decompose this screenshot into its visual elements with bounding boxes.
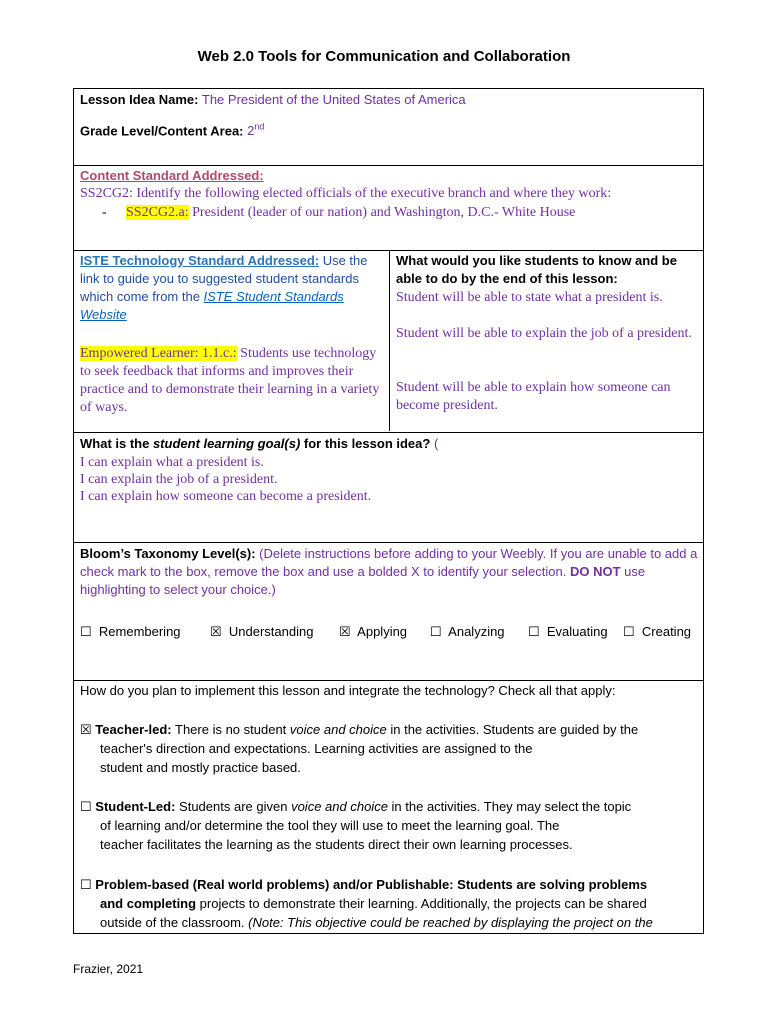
lesson-name-label: Lesson Idea Name: [80, 92, 199, 107]
standard-code-highlight: SS2CG2.a: [126, 205, 189, 220]
iste-standard-cell [74, 251, 390, 431]
blooms-option-evaluating[interactable]: ☐ Evaluating [528, 624, 608, 639]
student-led-option[interactable]: ☐ Student-Led: Students are given voice and choice in the activities. They may select the topic [80, 799, 632, 814]
blooms-heading: Bloom’s Taxonomy Level(s): [80, 546, 256, 561]
lesson-name-value: The President of the United States of America [201, 92, 466, 107]
blooms-instructions: Bloom’s Taxonomy Level(s): (Delete instructions before adding to your Weebly. If you are unable to add a check mark to the box, remove the box and use a bolded X to identify your selection. DO NOT use highlighting to select your choice.) [80, 546, 698, 597]
blooms-option-applying[interactable]: ☒ Applying [339, 624, 408, 639]
learning-goal-item: I can explain how someone can become a president. [80, 489, 372, 504]
grade-level-value: 2nd [247, 122, 265, 139]
objective-item: Student will be able to explain the job of a president. [396, 326, 692, 341]
blooms-option-analyzing[interactable]: ☐ Analyzing [430, 624, 505, 639]
iste-standards-link[interactable]: ISTE Student Standards Website [80, 289, 344, 322]
content-standard-heading: Content Standard Addressed: [80, 168, 264, 183]
blooms-option-creating[interactable]: ☐ Creating [623, 624, 692, 639]
document-title: Web 2.0 Tools for Communication and Collaboration [197, 48, 571, 65]
learning-goal-item: I can explain what a president is. [80, 455, 264, 470]
blooms-option-remembering[interactable]: ☐ Remembering [80, 624, 181, 639]
student-led-text: teacher facilitates the learning as the students direct their own learning processes. [100, 837, 573, 852]
teacher-led-text: student and mostly practice based. [100, 760, 301, 775]
learning-goals-section [73, 432, 704, 543]
checked-box-icon[interactable]: ☒ [339, 624, 351, 639]
content-standard-bullet: - SS2CG2.a: President (leader of our nation) and Washington, D.C.- White House [102, 205, 576, 220]
teacher-led-option[interactable]: ☒ Teacher-led: There is no student voice and choice in the activities. Students are guided by the [80, 722, 639, 737]
footer-credit: Frazier, 2021 [73, 962, 144, 976]
iste-code-highlight: Empowered Learner: 1.1.c.: [80, 346, 237, 361]
objective-item: Student will be able to explain how someone can become president. [396, 380, 671, 413]
implementation-section [73, 680, 704, 934]
know-do-cell [390, 251, 702, 431]
checkbox-icon[interactable]: ☐ [528, 624, 540, 639]
student-led-text: of learning and/or determine the tool they will use to meet the learning goal. The [100, 818, 560, 833]
problem-based-text: and completing projects to demonstrate their learning. Additionally, the projects can be shared [100, 896, 647, 911]
lesson-info-section [73, 88, 704, 166]
checked-box-icon[interactable]: ☒ [80, 722, 92, 737]
blooms-taxonomy-section [73, 542, 704, 681]
implementation-question: How do you plan to implement this lesson and integrate the technology? Check all that apply: [80, 683, 616, 698]
lesson-name-line [80, 91, 700, 109]
iste-standard-text: Empowered Learner: 1.1.c.: Students use technology to seek feedback that informs and improves their practice and to demonstrate their learning in a variety of ways. [80, 346, 380, 415]
checkbox-icon[interactable]: ☐ [623, 624, 635, 639]
checkbox-icon[interactable]: ☐ [80, 624, 92, 639]
learning-goal-item: I can explain the job of a president. [80, 472, 278, 487]
checked-box-icon[interactable]: ☒ [210, 624, 222, 639]
checkbox-icon[interactable]: ☐ [80, 799, 92, 814]
blooms-option-understanding[interactable]: ☒ Understanding [210, 624, 314, 639]
grade-level-label: Grade Level/Content Area: [80, 123, 244, 139]
checkbox-icon[interactable]: ☐ [80, 877, 92, 892]
iste-intro: ISTE Technology Standard Addressed: Use the link to guide you to suggested student standards which come from the ISTE Student Standards Website [80, 253, 368, 322]
problem-based-text: outside of the classroom. (Note: This objective could be reached by displaying the project on the [100, 915, 653, 930]
content-standard-text: SS2CG2: Identify the following elected officials of the executive branch and where they work: [80, 186, 612, 201]
content-standard-section [73, 165, 704, 251]
know-do-heading: What would you like students to know and be able to do by the end of this lesson: [396, 253, 677, 286]
problem-based-option[interactable]: ☐ Problem-based (Real world problems) and/or Publishable: Students are solving problems [80, 877, 648, 892]
learning-goals-heading: What is the student learning goal(s) for this lesson idea? ( [80, 436, 439, 451]
objective-item: Student will be able to state what a president is. [396, 290, 663, 305]
checkbox-icon[interactable]: ☐ [430, 624, 442, 639]
grade-level-line [80, 118, 700, 140]
teacher-led-text: teacher's direction and expectations. Learning activities are assigned to the [100, 741, 533, 756]
standards-objectives-section [73, 250, 704, 433]
